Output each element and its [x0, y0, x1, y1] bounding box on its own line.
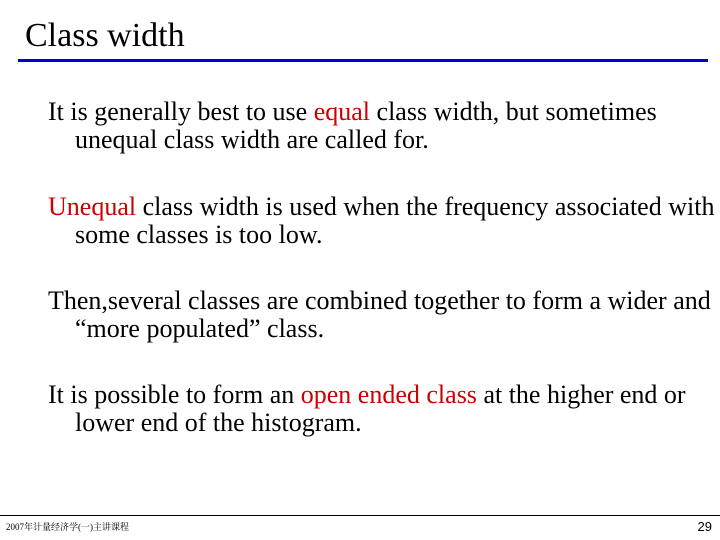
- paragraph-open-ended-class: [48, 381, 715, 437]
- text-run: at the higher end or lower end of the histogram.: [75, 380, 686, 437]
- text-run: class width is used when the frequency associated with some classes is too low.: [75, 192, 715, 249]
- footer-divider: [0, 515, 720, 516]
- paragraph-combined-classes: [48, 287, 715, 343]
- text-run: Then,several classes are combined together to form a wider and “more populated” class.: [48, 286, 711, 343]
- highlight-text: Unequal: [48, 192, 137, 221]
- title-underline: [18, 59, 708, 62]
- text-run: It is possible to form an: [48, 380, 301, 409]
- text-run: class width, but sometimes unequal class width are called for.: [75, 97, 657, 154]
- paragraph-equal-width: [48, 98, 715, 154]
- highlight-text: open ended class: [300, 380, 477, 409]
- text-run: It is generally best to use: [48, 97, 314, 126]
- highlight-text: equal: [313, 97, 371, 126]
- page-number: 29: [697, 519, 712, 534]
- slide-title: Class width: [25, 17, 185, 54]
- footer-course-label: 2007年计量经济学(一)主讲课程: [6, 522, 129, 532]
- paragraph-unequal-width: [48, 193, 715, 249]
